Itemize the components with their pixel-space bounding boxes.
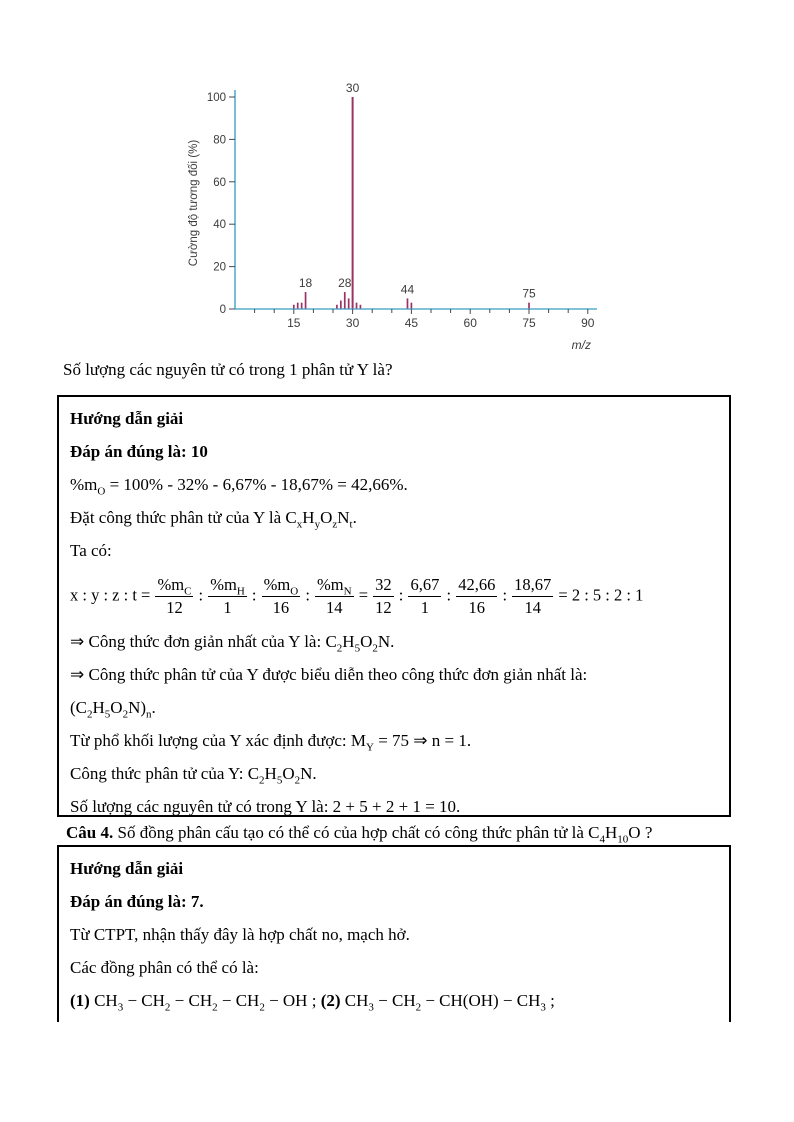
svg-text:20: 20 [213,261,226,274]
svg-text:Cường độ tương đối (%): Cường độ tương đối (%) [188,139,200,267]
svg-text:45: 45 [404,316,419,330]
solution-line: $(C_2H_5O_2N)_n$. [70,698,156,721]
solution-answer: Đáp án đúng là: 10 [70,442,208,461]
question3-prompt: Số lượng các nguyên tử có trong 1 phân tử Y là? [63,360,393,379]
solution-line: $\%m_O = 100\% - 32\% - 6,67\% - 18,67\% = 42,66\%$. [70,475,408,498]
svg-text:m/z: m/z [571,338,591,352]
svg-text:0: 0 [219,304,226,316]
svg-text:75: 75 [522,286,536,301]
question4-heading: Câu 4. Số đồng phân cấu tạo có thể có của hợp chất có công thức phân tử là $C_4H_{10}O$ ? [66,823,653,846]
mass-spectrum-svg [183,74,613,352]
svg-text:30: 30 [345,81,360,95]
svg-text:80: 80 [213,134,226,147]
solution-line: ⇒ Công thức phân tử của Y được biểu diễn theo công thức đơn giản nhất là: [70,665,588,684]
svg-text:30: 30 [345,316,360,330]
svg-text:60: 60 [463,316,477,330]
question4-solution-box [57,845,731,1022]
svg-text:40: 40 [213,219,226,232]
solution-line: Từ CTPT, nhận thấy đây là hợp chất no, mạch hở. [70,925,410,944]
ratio-equation: x : y : z : t = $\frac{\%m_C}{12}$ : $\frac{\%m_H}{1}$ : $\frac{\%m_O}{16}$ : $\frac{\%m_N}{14}$ = $\frac{32}{12}$ : $\frac{6,67}{1}$ : $\frac{42,66}{16}$ : $\frac{18,67}{14}$ = 2 : 5 : 2 : 1 [70,575,644,617]
solution-heading: Hướng dẫn giải [70,409,184,428]
svg-text:75: 75 [522,316,536,330]
solution-line: Công thức phân tử của Y: $C_2H_5O_2N$. [70,764,317,787]
solution-line: Từ phổ khối lượng của Y xác định được: $M_Y = 75$ ⇒ n = 1. [70,731,472,754]
solution-line: Ta có: [70,541,112,560]
solution-line: Số lượng các nguyên tử có trong Y là: 2 + 5 + 2 + 1 = 10. [70,797,461,816]
isomer-line: (1) $CH_3 - CH_2 - CH_2 - CH_2$ − OH ; (2) $CH_3 - CH_2 - CH(OH) - CH_3$ ; [70,991,555,1014]
question3-solution-box [57,395,731,817]
svg-text:44: 44 [400,282,415,297]
svg-text:15: 15 [287,316,301,330]
solution-heading: Hướng dẫn giải [70,859,184,878]
svg-text:28: 28 [338,276,352,291]
solution-line: ⇒ Công thức đơn giản nhất của Y là: $C_2H_5O_2N$. [70,632,395,655]
svg-text:100: 100 [206,92,226,104]
solution-line: Các đồng phân có thể có là: [70,958,259,977]
solution-answer: Đáp án đúng là: 7. [70,892,204,911]
solution-line: Đặt công thức phân tử của Y là $C_xH_yO_zN_t$. [70,508,357,531]
mass-spectrum-chart [183,74,613,352]
svg-text:60: 60 [213,176,226,189]
svg-text:90: 90 [581,316,595,330]
svg-text:18: 18 [298,276,313,291]
